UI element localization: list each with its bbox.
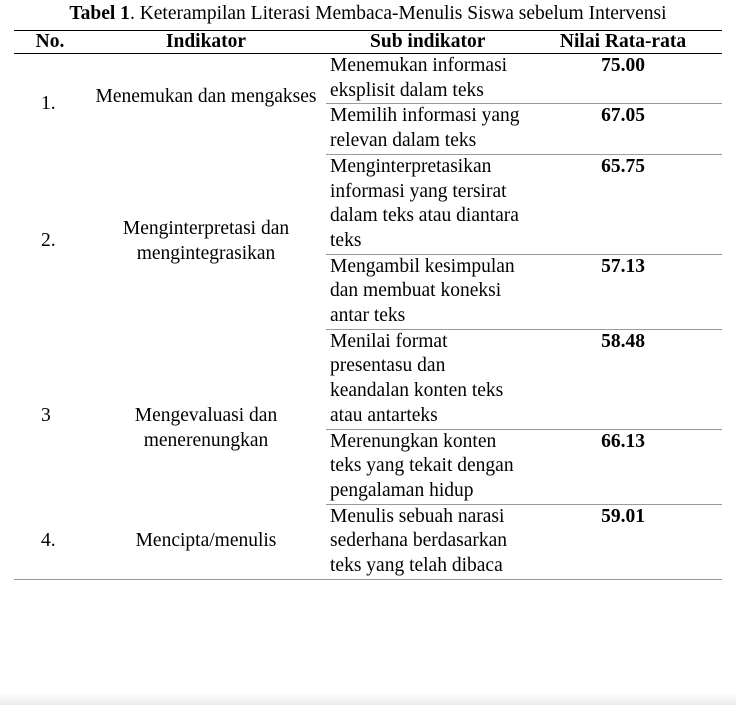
table-row [14, 154, 722, 254]
table-row [14, 329, 722, 429]
header-indikator: Indikator [86, 31, 326, 54]
caption-label: Tabel 1 [69, 3, 130, 24]
nilai-cell: 67.05 [524, 104, 722, 154]
sub-indikator-cell: Menginterpretasikan informasi yang tersirat dalam teks atau diantara teks [326, 154, 524, 254]
table-caption [0, 2, 736, 26]
table-row [14, 504, 722, 579]
table-row [14, 54, 722, 104]
nilai-cell: 66.13 [524, 429, 722, 504]
sub-indikator-cell: Menulis sebuah narasi sederhana berdasarkan teks yang telah dibaca [326, 504, 524, 579]
header-no: No. [14, 31, 86, 54]
indikator-cell: Mencipta/menulis [86, 504, 326, 579]
sub-indikator-cell: Mengambil kesimpulan dan membuat koneksi antar teks [326, 254, 524, 329]
header-row [14, 31, 722, 54]
nilai-cell: 59.01 [524, 504, 722, 579]
nilai-cell: 58.48 [524, 329, 722, 429]
sub-indikator-cell: Merenungkan konten teks yang tekait dengan pengalaman hidup [326, 429, 524, 504]
caption-text: . Keterampilan Literasi Membaca-Menulis Siswa sebelum Intervensi [129, 3, 667, 24]
row-number: 3 [41, 405, 51, 427]
row-number: 4. [14, 504, 86, 579]
nilai-cell: 65.75 [524, 154, 722, 254]
sub-indikator-cell: Memilih informasi yang relevan dalam teks [326, 104, 524, 154]
nilai-cell: 57.13 [524, 254, 722, 329]
nilai-cell: 75.00 [524, 54, 722, 104]
indikator-cell: Mengevaluasi dan menerenungkan [134, 404, 278, 451]
sub-indikator-cell: Menemukan informasi eksplisit dalam teks [326, 54, 524, 104]
sub-indikator-cell: Menilai format presentasu dan keandalan konten teks atau antarteks [326, 329, 524, 429]
row-number: 2. [41, 230, 56, 252]
bottom-shade [0, 693, 736, 705]
row-number: 1. [41, 92, 56, 114]
literacy-table [14, 30, 722, 580]
indikator-cell: Menemukan dan mengakses [95, 85, 317, 107]
header-nilai: Nilai Rata-rata [524, 31, 722, 54]
indikator-cell: Menginterpretasi dan mengintegrasikan [122, 218, 290, 264]
header-sub-indikator: Sub indikator [326, 31, 524, 54]
